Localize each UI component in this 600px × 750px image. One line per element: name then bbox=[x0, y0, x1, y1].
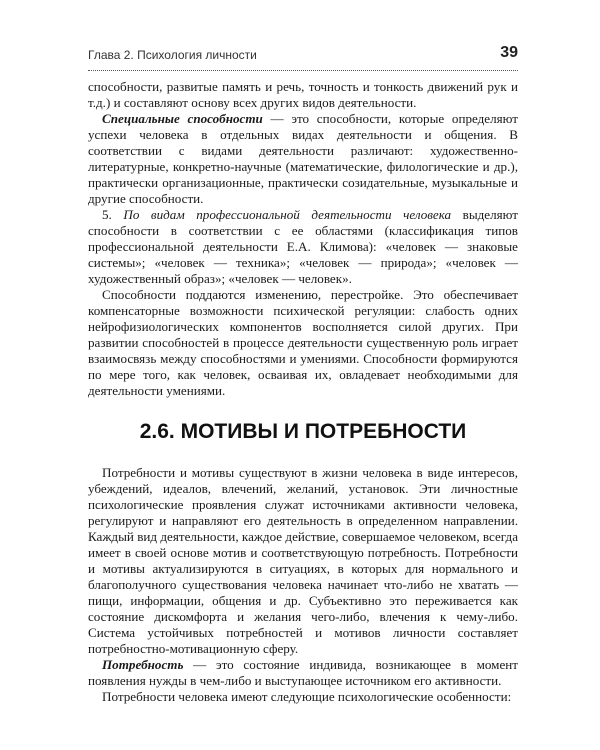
paragraph-professional-abilities bbox=[88, 207, 518, 287]
page-number: 39 bbox=[500, 44, 518, 61]
header-divider bbox=[88, 70, 518, 71]
paragraph-needs-motives: Потребности и мотивы существуют в жизни человека в виде интересов, убеждений, идеалов, влечений, желаний, установок. Эти личностные психологические проявления служат источниками активности человека, регулируют и направляют его деятельность в определенном направлении. Каждый вид деятельности, каждое действие, совершаемое человеком, всегда имеет в своей основе мотив и соответствующую потребность. Потребности и мотивы актуализируются в ситуациях, в которых для нормального и благополучного существования человека начинает что-либо не хватать — пищи, информации, общения и др. Субъективно это переживается как состояние дискомфорта и желания чего-либо, влечения к чему-либо. Система устойчивых потребностей и мотивов личности составляет потребностно-мотивационную сферу. bbox=[88, 465, 518, 656]
running-header bbox=[88, 44, 518, 66]
need-definition: — это состояние индивида, возникающее в момент появления нужды в чем-либо и выступающее источником его активности. bbox=[88, 657, 518, 688]
term-special-abilities: Специальные способности bbox=[102, 111, 263, 126]
paragraph-need-definition bbox=[88, 657, 518, 689]
professional-abilities-text: выделяют способности в соответствии с ее областями (классификация типов профессиональной деятельности Е.А. Климова): «человек — знаковые системы»; «человек — техника»; «человек — природа»; «человек — художественный образ»; «человек — человек». bbox=[88, 207, 518, 286]
section-title: 2.6. МОТИВЫ И ПОТРЕБНОСТИ bbox=[139, 420, 467, 443]
term-professional-activity: По видам профессиональной деятельности человека bbox=[123, 207, 452, 222]
list-number: 5. bbox=[102, 207, 124, 222]
page-body bbox=[88, 79, 518, 705]
paragraph-special-abilities bbox=[88, 111, 518, 207]
special-abilities-definition: — это способности, которые определяют успехи человека в отдельных видах деятельности и общения. В соответствии с видами деятельности различают: художественно-литературные, конкретно-научные (математические, филологические и др.), практически организационные, практически созидательные, музыкальные и другие способности. bbox=[88, 111, 518, 206]
paragraph-abilities-change: Способности поддаются изменению, перестройке. Это обеспечивает компенсаторные возможности психической регуляции: слабость одних нейрофизиологических компонентов восполняется силой других. При развитии способностей в процессе деятельности существенную роль играет взаимосвязь между способностями и умениями. Способности формируются по мере того, как человек, осваивая их, овладевает необходимыми для деятельности умениями. bbox=[88, 287, 518, 398]
term-need: Потребность bbox=[102, 657, 184, 672]
paragraph-needs-features: Потребности человека имеют следующие психологические особенности: bbox=[102, 689, 512, 704]
paragraph-abilities-continuation: способности, развитые память и речь, точность и тонкость движений рук и т.д.) и составляют основу всех других видов деятельности. bbox=[88, 79, 518, 110]
chapter-title: Глава 2. Психология личности bbox=[88, 48, 257, 62]
